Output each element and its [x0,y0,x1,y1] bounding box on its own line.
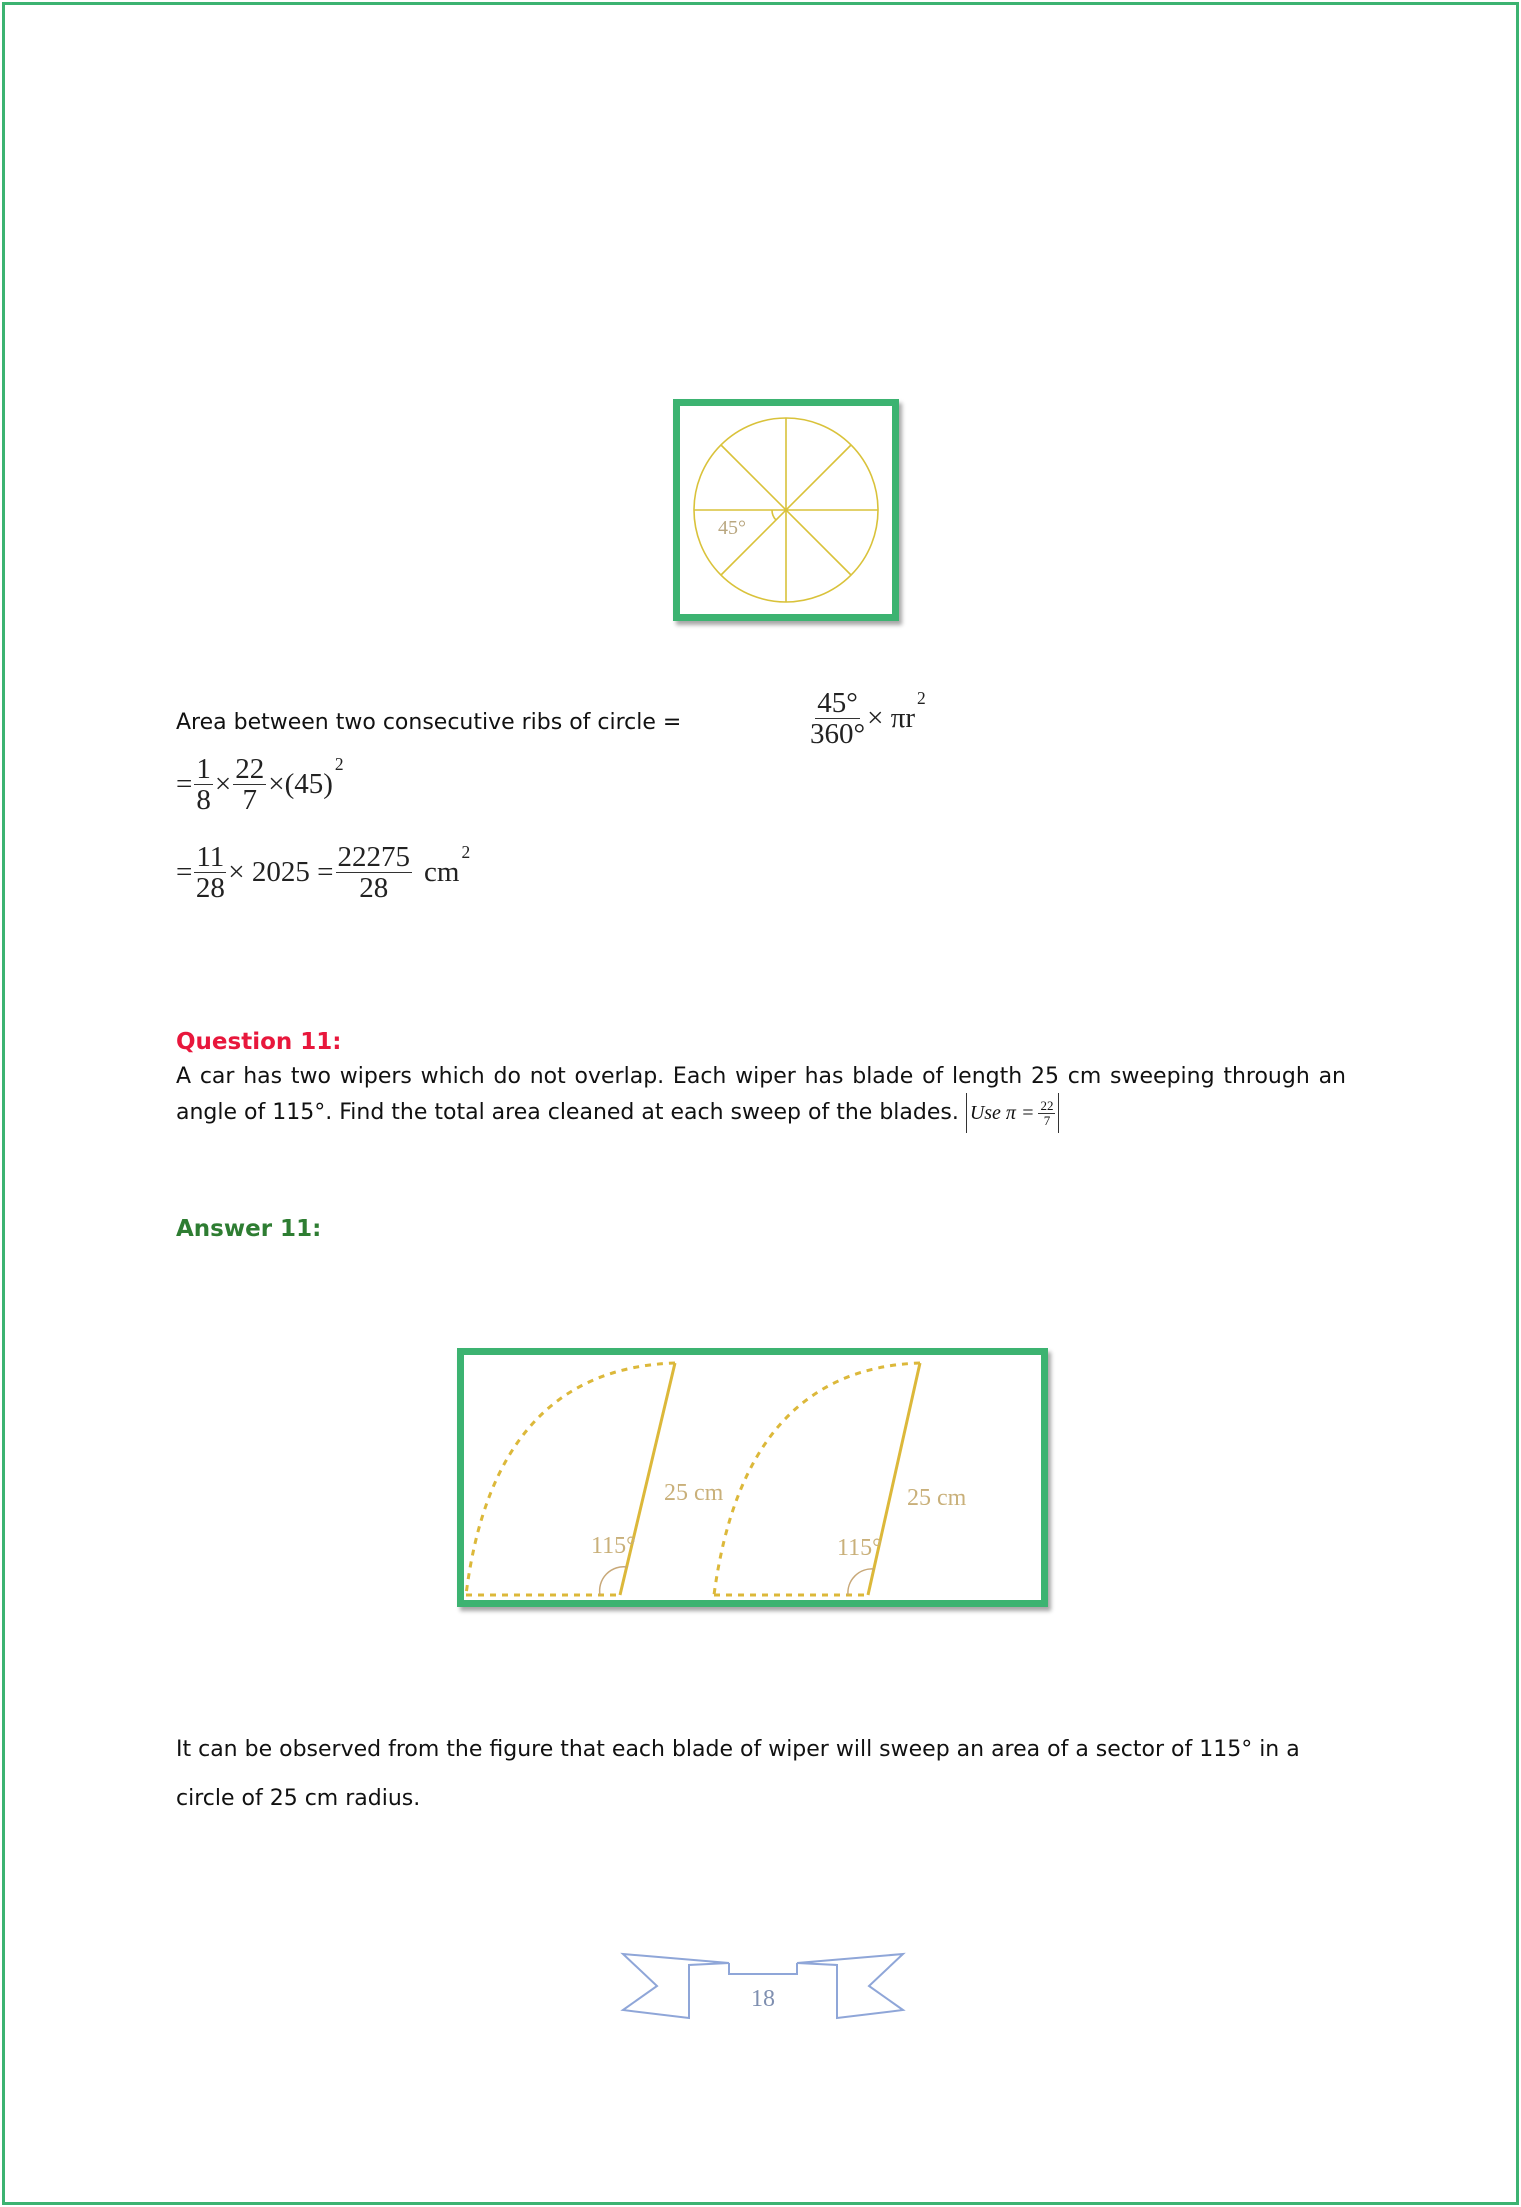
numerator: 1 [196,753,211,785]
exponent: 2 [461,842,471,862]
equals: = [176,856,193,889]
question-text [176,1060,1346,1133]
step-1 [176,754,344,816]
wiper-figure [457,1348,1048,1607]
area-formula [810,688,926,750]
hint-prefix: Use π = [969,1101,1035,1124]
formula-denominator: 360° [810,718,866,751]
denominator: 7 [242,784,257,817]
left-angle-label: 115° [591,1533,636,1559]
unit: cm [424,856,460,889]
right-angle-label: 115° [837,1535,882,1561]
question-title: Question 11: [176,1029,342,1055]
denominator: 8 [196,784,211,817]
hint-denominator: 7 [1043,1112,1051,1128]
equals: = [176,768,193,801]
answer-title: Answer 11: [176,1216,322,1242]
circle-ribs-diagram [680,406,892,614]
page-number-ribbon [619,1950,907,2030]
times-2025: × 2025 = [228,856,334,889]
step-2 [176,842,470,904]
pi-hint [966,1093,1060,1133]
formula-numerator: 45° [817,687,858,719]
wiper-sectors-diagram [464,1355,1041,1600]
hint-numerator: 22 [1040,1097,1054,1113]
umbrella-figure [673,399,899,621]
left-length-label: 25 cm [664,1480,724,1506]
area-statement: Area between two consecutive ribs of circle = [176,710,682,735]
question-body: A car has two wipers which do not overlap. Each wiper has blade of length 25 cm sweeping through an angle of 115°. Find the total area cleaned at each sweep of the blades. [176,1064,1346,1125]
times-45: ×(45) [268,768,333,801]
numerator: 22275 [337,841,411,873]
denominator: 28 [195,872,225,905]
numerator: 22 [235,753,265,785]
page-number: 18 [751,1986,775,2012]
angle-label: 45° [718,517,746,539]
formula-rest: × πr [867,702,916,735]
right-length-label: 25 cm [907,1485,967,1511]
denominator: 28 [359,872,389,905]
numerator: 11 [196,841,225,873]
answer-paragraph: It can be observed from the figure that each blade of wiper will sweep an area of a sector of 115° in a circle of 25 cm radius. [176,1737,1300,1811]
times: × [214,768,232,801]
formula-exponent: 2 [917,688,926,708]
exponent: 2 [334,754,344,774]
